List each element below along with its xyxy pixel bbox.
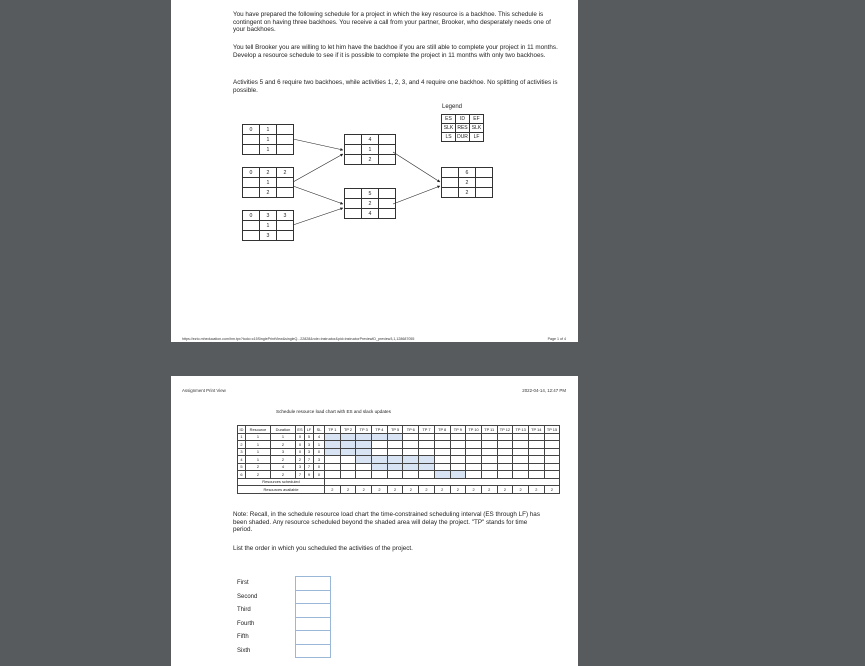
column-header: TP 6 [403,426,419,434]
time-period-cell[interactable] [513,433,529,441]
time-period-cell[interactable] [434,448,450,456]
time-period-cell[interactable] [513,448,529,456]
column-header: TP 5 [387,426,403,434]
resources-available-value: 2 [340,486,356,494]
time-period-cell[interactable] [434,433,450,441]
time-period-cell[interactable] [497,448,513,456]
time-period-cell[interactable] [356,463,372,471]
resources-available-value: 2 [419,486,435,494]
activity-cell: 5 [238,463,246,471]
time-period-cell[interactable] [387,471,403,479]
time-period-cell[interactable] [419,471,435,479]
column-header: ES [297,426,303,432]
time-period-cell[interactable] [340,441,356,449]
resources-available-value: 2 [481,486,497,494]
activity-cell: 2 [271,471,296,479]
document-page-1 [171,0,578,342]
arrow-2-to-4 [293,154,343,182]
time-period-cell[interactable] [340,433,356,441]
activity-node-5: 5 2 4 [344,188,396,219]
order-row-first: First [233,577,331,591]
activity-cell: 1 [271,433,296,441]
column-header: LF [305,426,314,434]
column-header: TP 12 [497,426,513,434]
intro-paragraph: You have prepared the following schedule for a project in which the key resource is a backhoe. This schedule is contingent on having three backhoes. You receive a call from your partner, Brooker, who desperately needs one of your backhoes. [233,11,551,34]
time-period-cell[interactable] [372,463,388,471]
time-period-cell[interactable] [372,456,388,464]
resources-available-value: 2 [356,486,372,494]
resources-available-label: Resources available [238,486,325,494]
time-period-cell[interactable] [325,463,341,471]
time-period-cell[interactable] [497,463,513,471]
activity-cell: 7 [296,471,305,479]
order-answer-table [233,576,331,658]
time-period-cell[interactable] [544,448,560,456]
time-period-cell[interactable] [528,433,544,441]
order-input-fifth[interactable] [296,631,331,645]
resources-available-value: 2 [372,486,388,494]
legend-box: ES ID EF SLK RES SLK LS DUR LF [441,114,484,142]
activity-cell: 2 [296,456,305,464]
time-period-cell[interactable] [513,441,529,449]
resources-available-value: 2 [434,486,450,494]
resources-scheduled-row [238,478,560,486]
time-period-cell[interactable] [403,456,419,464]
activity-cell: 0 [314,448,325,456]
activity-cell: 3 [305,448,314,456]
time-period-cell[interactable] [466,448,482,456]
activity-cell: 5 [305,433,314,441]
activity-node-2: 0 2 2 1 2 [242,167,294,198]
time-period-cell[interactable] [466,463,482,471]
time-period-cell[interactable] [419,463,435,471]
activity-cell: 3 [296,463,305,471]
activity-node-6: 6 2 2 [441,167,493,198]
time-period-cell[interactable] [450,463,466,471]
column-header: TP 11 [481,426,497,434]
time-period-cell[interactable] [450,471,466,479]
order-prompt: List the order in which you scheduled the activities of the project. [233,545,413,552]
time-period-cell[interactable] [325,441,341,449]
activity-cell: 9 [305,471,314,479]
resource-load-chart [237,425,560,494]
footer-page-number: Page 1 of 4 [547,337,566,341]
time-period-cell[interactable] [450,456,466,464]
resources-scheduled-label: Resources scheduled [238,478,325,486]
task-paragraph: You tell Brooker you are willing to let him have the backhoe if you are still able to complete your project in 11 months. Develop a resource schedule to see if it is possible to complete the project in 11 months with only two backhoes. [233,44,558,59]
time-period-cell[interactable] [356,456,372,464]
time-period-cell[interactable] [466,441,482,449]
footer-url: https://ezto.mheducation.com/hm.tpx?todo=c15SinglePrintView&singleQ...22828&role=instructor&pid=instructorPreviewID_preview3,1,128687055 [182,337,415,341]
time-period-cell[interactable] [419,456,435,464]
time-period-cell[interactable] [497,456,513,464]
time-period-cell[interactable] [544,463,560,471]
time-period-cell[interactable] [356,471,372,479]
column-header: TP 2 [340,426,356,434]
activity-row [238,441,560,449]
time-period-cell[interactable] [325,448,341,456]
time-period-cell[interactable] [434,463,450,471]
column-header: TP 10 [466,426,482,434]
column-header: TP 14 [528,426,544,434]
time-period-cell[interactable] [387,448,403,456]
activity-node-4: 4 1 2 [344,134,396,165]
time-period-cell[interactable] [450,441,466,449]
resources-available-value: 2 [497,486,513,494]
resource-paragraph: Activities 5 and 6 require two backhoes, while activities 1, 2, 3, and 4 require one backhoe. No splitting of activities is possible. [233,79,558,94]
time-period-cell[interactable] [325,471,341,479]
resources-available-value: 2 [325,486,341,494]
time-period-cell[interactable] [403,448,419,456]
activity-cell: 0 [314,471,325,479]
time-period-cell[interactable] [513,456,529,464]
column-header: TP 15 [544,426,560,434]
resources-available-value: 2 [513,486,529,494]
time-period-cell[interactable] [403,463,419,471]
activity-cell: 2 [271,441,296,449]
resources-available-value: 2 [403,486,419,494]
column-header: TP 1 [325,426,341,434]
column-header: ID [238,426,246,434]
activity-row [238,448,560,456]
activity-cell: 2 [238,441,246,449]
time-period-cell[interactable] [528,441,544,449]
order-input-fourth[interactable] [296,617,331,631]
arrow-1-to-4 [293,139,343,150]
activity-cell: 3 [314,456,325,464]
time-period-cell[interactable] [450,433,466,441]
activity-cell: 7 [305,463,314,471]
time-period-cell[interactable] [513,471,529,479]
activity-cell: 3 [271,448,296,456]
order-row-sixth: Sixth [233,644,331,658]
time-period-cell[interactable] [497,433,513,441]
time-period-cell[interactable] [481,471,497,479]
activity-row [238,471,560,479]
time-period-cell[interactable] [356,441,372,449]
column-header: Duration [271,426,296,434]
activity-cell: 2 [246,463,271,471]
note-paragraph: Note: Recall, in the schedule resource load chart the time-constrained scheduling interval (ES through LF) has been shaded. Any resource scheduled beyond the shaded area will delay the project. "TP" stands for time period. [233,511,540,534]
time-period-cell[interactable] [481,441,497,449]
time-period-cell[interactable] [419,441,435,449]
activity-cell: 4 [314,433,325,441]
time-period-cell[interactable] [528,471,544,479]
order-row-third: Third [233,604,331,618]
order-input-sixth[interactable] [296,644,331,658]
resources-available-value: 2 [387,486,403,494]
activity-cell: 4 [238,456,246,464]
load-chart-header-row [238,426,560,434]
time-period-cell[interactable] [372,471,388,479]
resources-available-value: 2 [544,486,560,494]
activity-node-1: 0 1 1 1 [242,124,294,155]
time-period-cell[interactable] [434,471,450,479]
activity-cell: 1 [246,441,271,449]
time-period-cell[interactable] [419,433,435,441]
time-period-cell[interactable] [372,448,388,456]
time-period-cell[interactable] [403,433,419,441]
time-period-cell[interactable] [387,463,403,471]
order-input-first[interactable] [296,577,331,591]
column-header: TP 7 [419,426,435,434]
time-period-cell[interactable] [372,441,388,449]
time-period-cell[interactable] [434,456,450,464]
column-header: SL [314,426,325,434]
time-period-cell[interactable] [544,433,560,441]
order-row-fourth: Fourth [233,617,331,631]
arrow-3-to-5 [293,208,343,225]
time-period-cell[interactable] [403,441,419,449]
time-period-cell[interactable] [340,471,356,479]
activity-cell: 3 [238,448,246,456]
print-timestamp: 2022-04-14, 12:47 PM [522,388,566,393]
time-period-cell[interactable] [356,433,372,441]
time-period-cell[interactable] [481,448,497,456]
activity-row [238,433,560,441]
time-period-cell[interactable] [356,448,372,456]
time-period-cell[interactable] [528,463,544,471]
time-period-cell[interactable] [497,441,513,449]
time-period-cell[interactable] [419,448,435,456]
arrow-4-to-6 [393,152,440,182]
activity-row [238,456,560,464]
document-page-2 [171,376,578,666]
order-input-second[interactable] [296,590,331,604]
time-period-cell[interactable] [450,448,466,456]
activity-cell: 3 [305,441,314,449]
activity-cell: 2 [246,471,271,479]
time-period-cell[interactable] [403,471,419,479]
resources-available-value: 2 [528,486,544,494]
activity-cell: 1 [246,433,271,441]
order-row-fifth: Fifth [233,631,331,645]
time-period-cell[interactable] [340,448,356,456]
time-period-cell[interactable] [481,456,497,464]
time-period-cell[interactable] [513,463,529,471]
activity-row [238,463,560,471]
resources-available-value: 2 [450,486,466,494]
time-period-cell[interactable] [466,456,482,464]
order-input-third[interactable] [296,604,331,618]
activity-cell: 2 [271,456,296,464]
network-arrows [171,0,578,260]
time-period-cell[interactable] [544,441,560,449]
activity-cell: 1 [246,456,271,464]
time-period-cell[interactable] [528,448,544,456]
time-period-cell[interactable] [387,456,403,464]
activity-cell: 0 [296,448,305,456]
column-header: TP 13 [513,426,529,434]
activity-cell: 0 [314,463,325,471]
time-period-cell[interactable] [340,463,356,471]
activity-cell: 1 [246,448,271,456]
order-row-second: Second [233,590,331,604]
print-view-header: Assignment Print View [182,388,226,393]
time-period-cell[interactable] [340,456,356,464]
resources-available-row [238,486,560,494]
arrow-5-to-6 [393,186,440,204]
column-header: Resource [246,426,271,434]
column-header: TP 8 [434,426,450,434]
column-header: TP 3 [356,426,372,434]
activity-cell: 0 [296,441,305,449]
activity-cell: 1 [314,441,325,449]
time-period-cell[interactable] [325,456,341,464]
time-period-cell[interactable] [481,463,497,471]
time-period-cell[interactable] [387,441,403,449]
load-chart-title: Schedule resource load chart with ES and slack updates [276,409,391,414]
time-period-cell[interactable] [497,471,513,479]
resources-available-value: 2 [466,486,482,494]
arrow-2-to-5 [293,186,343,204]
time-period-cell[interactable] [466,433,482,441]
time-period-cell[interactable] [466,471,482,479]
activity-cell: 1 [238,433,246,441]
column-header: TP 9 [450,426,466,434]
activity-cell: 7 [305,456,314,464]
activity-cell: 4 [271,463,296,471]
time-period-cell[interactable] [372,433,388,441]
activity-node-3: 0 3 3 1 3 [242,210,294,241]
time-period-cell[interactable] [544,456,560,464]
time-period-cell[interactable] [325,433,341,441]
column-header: TP 4 [372,426,388,434]
time-period-cell[interactable] [387,433,403,441]
time-period-cell[interactable] [434,441,450,449]
time-period-cell[interactable] [544,471,560,479]
activity-cell: 0 [296,433,305,441]
time-period-cell[interactable] [481,433,497,441]
legend-title: Legend [442,104,463,110]
activity-cell: 6 [238,471,246,479]
time-period-cell[interactable] [528,456,544,464]
